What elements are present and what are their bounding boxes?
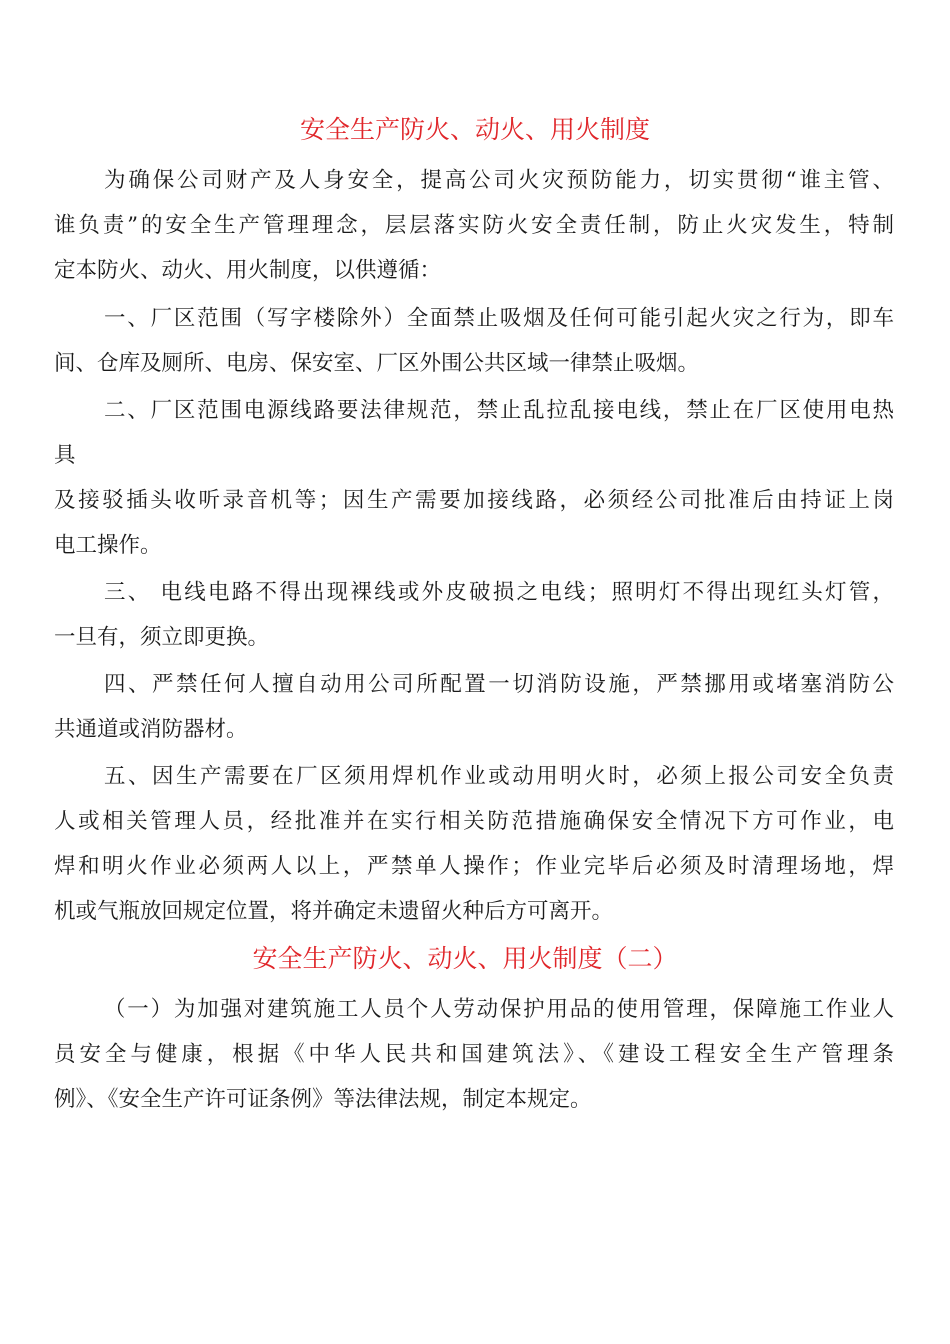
paragraph-line: 五、因生产需要在厂区须用焊机作业或动用明火时，必须上报公司安全负责	[104, 764, 894, 789]
paragraph-line: 为确保公司财产及人身安全，提高公司火灾预防能力，切实贯彻“谁主管、	[104, 168, 894, 193]
paragraph-line: 四、严禁任何人擅自动用公司所配置一切消防设施，严禁挪用或堵塞消防公	[104, 672, 894, 697]
paragraph-line: 机或气瓶放回规定位置，将并确定未遗留火种后方可离开。	[54, 899, 614, 924]
paragraph-line: 一、厂区范围（写字楼除外）全面禁止吸烟及任何可能引起火灾之行为，即车	[104, 306, 894, 331]
paragraph-line: （一）为加强对建筑施工人员个人劳动保护用品的使用管理，保障施工作业人	[104, 997, 894, 1022]
paragraph-line: 电工操作。	[54, 533, 162, 558]
paragraph-line: 一旦有，须立即更换。	[54, 625, 270, 650]
paragraph-line: 二、厂区范围电源线路要法律规范，禁止乱拉乱接电线，禁止在厂区使用电热	[104, 398, 894, 423]
paragraph-line: 谁负责”的安全生产管理理念，层层落实防火安全责任制，防止火灾发生，特制	[54, 213, 894, 238]
document-title: 安全生产防火、动火、用火制度	[299, 115, 650, 144]
paragraph-line: 及接驳插头收听录音机等；因生产需要加接线路，必须经公司批准后由持证上岗	[54, 488, 894, 513]
paragraph-line: 共通道或消防器材。	[54, 717, 248, 742]
paragraph-line: 员安全与健康，根据《中华人民共和国建筑法》、《建设工程安全生产管理条	[54, 1042, 894, 1067]
paragraph-line: 三、 电线电路不得出现裸线或外皮破损之电线；照明灯不得出现红头灯管，	[104, 580, 894, 605]
section-title: 安全生产防火、动火、用火制度（二）	[252, 944, 678, 973]
paragraph-line: 定本防火、动火、用火制度，以供遵循：	[54, 258, 442, 283]
paragraph-line: 具	[54, 443, 76, 468]
paragraph-line: 例》、《安全生产许可证条例》等法律法规，制定本规定。	[54, 1087, 592, 1112]
paragraph-line: 人或相关管理人员，经批准并在实行相关防范措施确保安全情况下方可作业，电	[54, 809, 894, 834]
paragraph-line: 间、仓库及厕所、电房、保安室、厂区外围公共区域一律禁止吸烟。	[54, 351, 700, 376]
paragraph-line: 焊和明火作业必须两人以上，严禁单人操作；作业完毕后必须及时清理场地，焊	[54, 854, 894, 879]
